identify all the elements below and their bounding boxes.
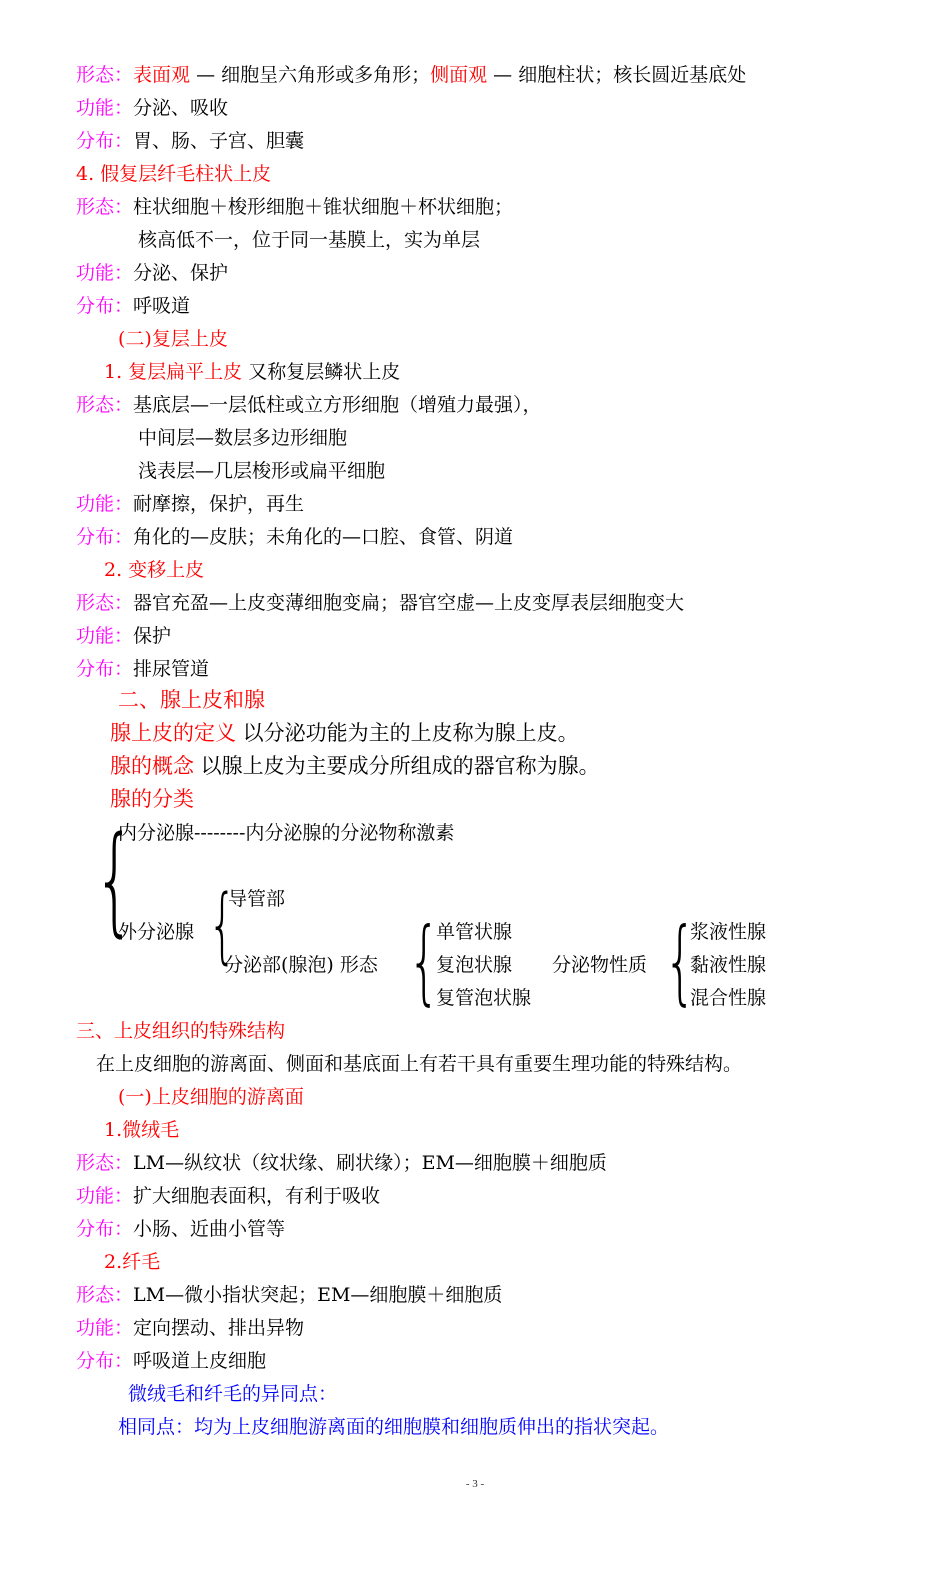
- gland-nature-item: 混合性腺: [690, 987, 767, 1009]
- brace-icon: {: [94, 810, 136, 948]
- exocrine-gland-label: 外分泌腺: [118, 921, 195, 943]
- subsection-title: 2. 变移上皮: [104, 559, 205, 581]
- field-text: 器官充盈—上皮变薄细胞变扁；器官空虚—上皮变厚表层细胞变大: [133, 592, 685, 614]
- field-text: 定向摆动、排出异物: [133, 1317, 305, 1339]
- definition-text: 以分泌功能为主的上皮称为腺上皮。: [236, 721, 579, 745]
- function-line: [76, 623, 171, 649]
- field-label: 功能：: [76, 1185, 134, 1207]
- gland-shape-item: 单管状腺: [436, 921, 513, 943]
- field-label: 分布：: [76, 1218, 134, 1240]
- field-text: LM—微小指状突起；EM—细胞膜＋细胞质: [133, 1284, 503, 1306]
- morphology-continuation: 核高低不一，位于同一基膜上，实为单层: [138, 229, 481, 251]
- function-line: [76, 1183, 380, 1209]
- subsection-note: 又称复层鳞状上皮: [242, 361, 401, 383]
- distribution-line: [76, 128, 304, 154]
- field-text: 基底层—一层低柱或立方形细胞（增殖力最强），: [133, 394, 542, 416]
- field-text: 小肠、近曲小管等: [133, 1218, 286, 1240]
- secretory-morphology-label: 分泌部(腺泡) 形态: [224, 954, 378, 976]
- morphology-continuation: 浅表层—几层梭形或扁平细胞: [138, 460, 386, 482]
- field-text: LM—纵纹状（纹状缘、刷状缘）；EM—细胞膜＋细胞质: [133, 1152, 607, 1174]
- subsection-title: 1.微绒毛: [104, 1119, 180, 1141]
- definition-term: 腺上皮的定义: [110, 721, 236, 745]
- distribution-line: [76, 656, 209, 682]
- brace-icon: {: [664, 908, 697, 1015]
- field-label: 形态：: [76, 394, 134, 416]
- distribution-line: [76, 524, 513, 550]
- intro-paragraph: 在上皮细胞的游离面、侧面和基底面上有若干具有重要生理功能的特殊结构。: [96, 1053, 743, 1075]
- side-view-term: 侧面观: [430, 64, 488, 86]
- definition-line: [110, 719, 579, 747]
- subsection-heading: (一)上皮细胞的游离面: [118, 1086, 304, 1108]
- page-number: - 3 -: [465, 1478, 485, 1490]
- field-text: 柱状细胞＋梭形细胞＋锥状细胞＋杯状细胞；: [133, 196, 514, 218]
- brace-icon: {: [208, 878, 237, 973]
- concept-term: 腺的概念: [110, 754, 194, 778]
- field-label: 分布：: [76, 295, 134, 317]
- secretion-nature-label: 分泌物性质: [552, 954, 648, 976]
- distribution-line: [76, 1216, 285, 1242]
- field-text: 排尿管道: [133, 658, 210, 680]
- field-label: 功能：: [76, 1317, 134, 1339]
- field-label: 功能：: [76, 493, 134, 515]
- morphology-line: [76, 1282, 502, 1308]
- classification-heading: 腺的分类: [110, 787, 194, 811]
- field-label: 形态：: [76, 592, 134, 614]
- field-text: 耐摩擦，保护，再生: [133, 493, 305, 515]
- similarity-line: 相同点：均为上皮细胞游离面的细胞膜和细胞质伸出的指状突起。: [118, 1416, 670, 1438]
- field-label: 形态：: [76, 196, 134, 218]
- section-heading: (二)复层上皮: [118, 328, 228, 350]
- field-label: 功能：: [76, 262, 134, 284]
- side-view-text: — 细胞柱状；核长圆近基底处: [487, 64, 747, 86]
- function-line: [76, 491, 304, 517]
- field-label: 形态：: [76, 64, 134, 86]
- surface-view-term: 表面观: [133, 64, 191, 86]
- gland-nature-item: 黏液性腺: [690, 954, 767, 976]
- field-label: 分布：: [76, 130, 134, 152]
- field-label: 分布：: [76, 658, 134, 680]
- field-text: 扩大细胞表面积，有利于吸收: [133, 1185, 381, 1207]
- subsection-title: 1. 复层扁平上皮: [104, 361, 243, 383]
- section-heading: 三、上皮组织的特殊结构: [76, 1020, 286, 1042]
- morphology-line: [76, 1150, 607, 1176]
- field-label: 功能：: [76, 625, 134, 647]
- field-text: 呼吸道上皮细胞: [133, 1350, 267, 1372]
- concept-line: [110, 752, 600, 780]
- brace-icon: {: [408, 908, 441, 1015]
- morphology-continuation: 中间层—数层多边形细胞: [138, 427, 348, 449]
- subsection-heading: [104, 359, 400, 385]
- concept-text: 以腺上皮为主要成分所组成的器官称为腺。: [194, 754, 600, 778]
- section-heading: 二、腺上皮和腺: [118, 688, 265, 712]
- field-text: 角化的—皮肤；未角化的—口腔、食管、阴道: [133, 526, 514, 548]
- comparison-heading: 微绒毛和纤毛的异同点：: [128, 1383, 338, 1405]
- distribution-line: [76, 293, 190, 319]
- morphology-line: [76, 62, 746, 88]
- field-text: 呼吸道: [133, 295, 191, 317]
- field-text: 分泌、吸收: [133, 97, 229, 119]
- gland-shape-item: 复泡状腺: [436, 954, 513, 976]
- morphology-line: [76, 392, 542, 418]
- field-label: 分布：: [76, 1350, 134, 1372]
- distribution-line: [76, 1348, 266, 1374]
- field-label: 分布：: [76, 526, 134, 548]
- function-line: [76, 260, 228, 286]
- gland-shape-item: 复管泡状腺: [436, 987, 532, 1009]
- function-line: [76, 95, 228, 121]
- duct-label: 导管部: [228, 888, 286, 910]
- field-label: 功能：: [76, 97, 134, 119]
- endocrine-gland-line: 内分泌腺--------内分泌腺的分泌物称激素: [118, 822, 455, 844]
- morphology-line: [76, 194, 513, 220]
- field-text: 保护: [133, 625, 172, 647]
- morphology-line: [76, 590, 684, 616]
- subsection-title: 2.纤毛: [104, 1251, 161, 1273]
- field-label: 形态：: [76, 1152, 134, 1174]
- function-line: [76, 1315, 304, 1341]
- field-text: 分泌、保护: [133, 262, 229, 284]
- gland-nature-item: 浆液性腺: [690, 921, 767, 943]
- section-heading: 4. 假复层纤毛柱状上皮: [76, 163, 272, 185]
- field-text: 胃、肠、子宫、胆囊: [133, 130, 305, 152]
- surface-view-text: — 细胞呈六角形或多角形；: [190, 64, 431, 86]
- field-label: 形态：: [76, 1284, 134, 1306]
